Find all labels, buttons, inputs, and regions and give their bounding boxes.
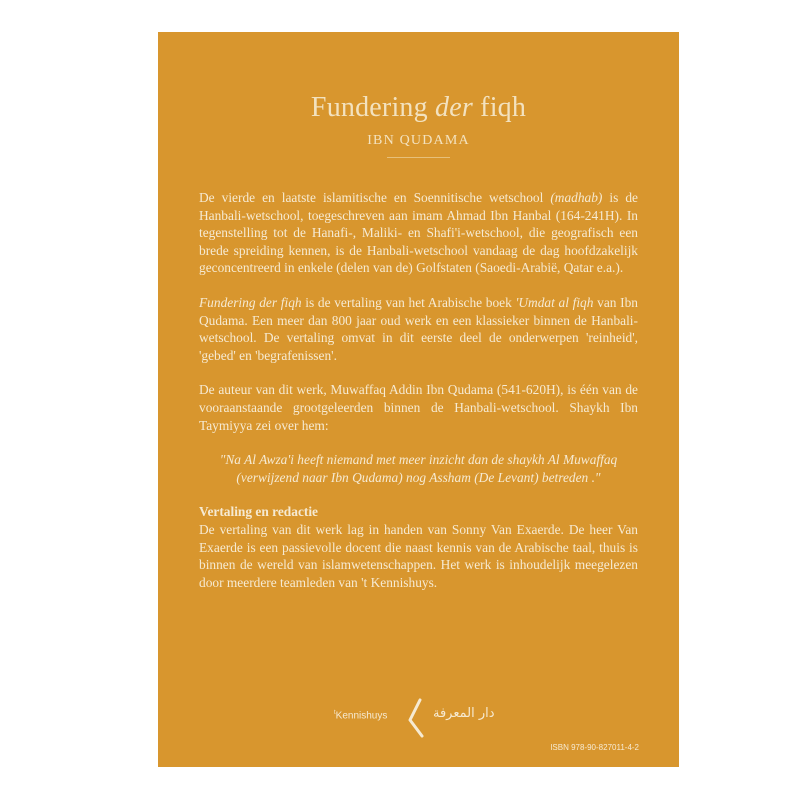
para1-text-c: is de Hanbali-wetschool, toegeschreven aan imam Ahmad Ibn Hanbal (164-241H). In tegenstelling tot de Hanafi-, Maliki- en Shafi'i-wetschool, die geografisch een brede spreiding kennen, is de Hanbali-wetschool vandaag de dag hoofdzakelijk geconcentreerd in enkele (delen van de) Golfstaten (Saoedi-Arabië, Qatar e.a.). xyxy=(199,190,638,276)
para2-book-title: Fundering der fiqh xyxy=(199,294,302,310)
publisher-name xyxy=(334,710,387,721)
blurb-quote: "Na Al Awza'i heeft niemand met meer inzicht dan de shaykh Al Muwaffaq (verwijzend naar Ibn Qudama) nog Assham (De Levant) betreden ." xyxy=(219,452,618,485)
title-part-1: Fundering xyxy=(310,92,436,123)
bracket-mark-icon xyxy=(402,698,432,738)
book-back-cover xyxy=(158,32,679,767)
isbn: ISBN 978-90-827011-4-2 xyxy=(550,743,639,752)
title-part-2: der xyxy=(435,92,473,123)
arabic-publisher-name: دار المعرفة xyxy=(433,706,495,721)
publisher-label: Kennishuys xyxy=(335,710,388,722)
title-divider xyxy=(387,157,450,158)
section-heading: Vertaling en redactie xyxy=(199,504,319,520)
book-title xyxy=(158,92,679,124)
para2-text-b: is de vertaling van het Arabische boek xyxy=(301,294,516,310)
blurb-paragraph-1 xyxy=(199,189,638,277)
para2-arabic-title: 'Umdat al fiqh xyxy=(515,294,594,310)
para1-text-a: De vierde en laatste islamitische en Soennitische wetschool xyxy=(199,190,551,205)
book-author: IBN QUDAMA xyxy=(367,133,470,148)
publisher-prefix: t xyxy=(334,710,336,716)
blurb-paragraph-3: De auteur van dit werk, Muwaffaq Addin Ibn Qudama (541-620H), is één van de vooraanstaande grootgeleerden binnen de Hanbali-wetschool. Shaykh Ibn Taymiyya zei over hem: xyxy=(199,382,638,433)
title-part-3: fiqh xyxy=(472,92,527,123)
para1-term: (madhab) xyxy=(550,190,603,205)
blurb-paragraph-2 xyxy=(199,294,638,364)
blurb xyxy=(199,189,638,608)
para2-text-d: van Ibn Qudama. Een meer dan 800 jaar oud werk en een klassieker binnen de Hanbali-wetschool. De vertaling omvat in dit eerste deel de onderwerpen 'reinheid', 'gebed' en 'begrafenissen'. xyxy=(199,294,638,363)
section-text: De vertaling van dit werk lag in handen van Sonny Van Exaerde. De heer Van Exaerde is een passievolle docent die naast kennis van de Arabische taal, thuis is binnen de wereld van islamwetenschappen. Het werk is inhoudelijk meegelezen door meerdere teamleden van 't Kennishuys. xyxy=(199,521,638,590)
publisher-footer xyxy=(158,700,679,740)
